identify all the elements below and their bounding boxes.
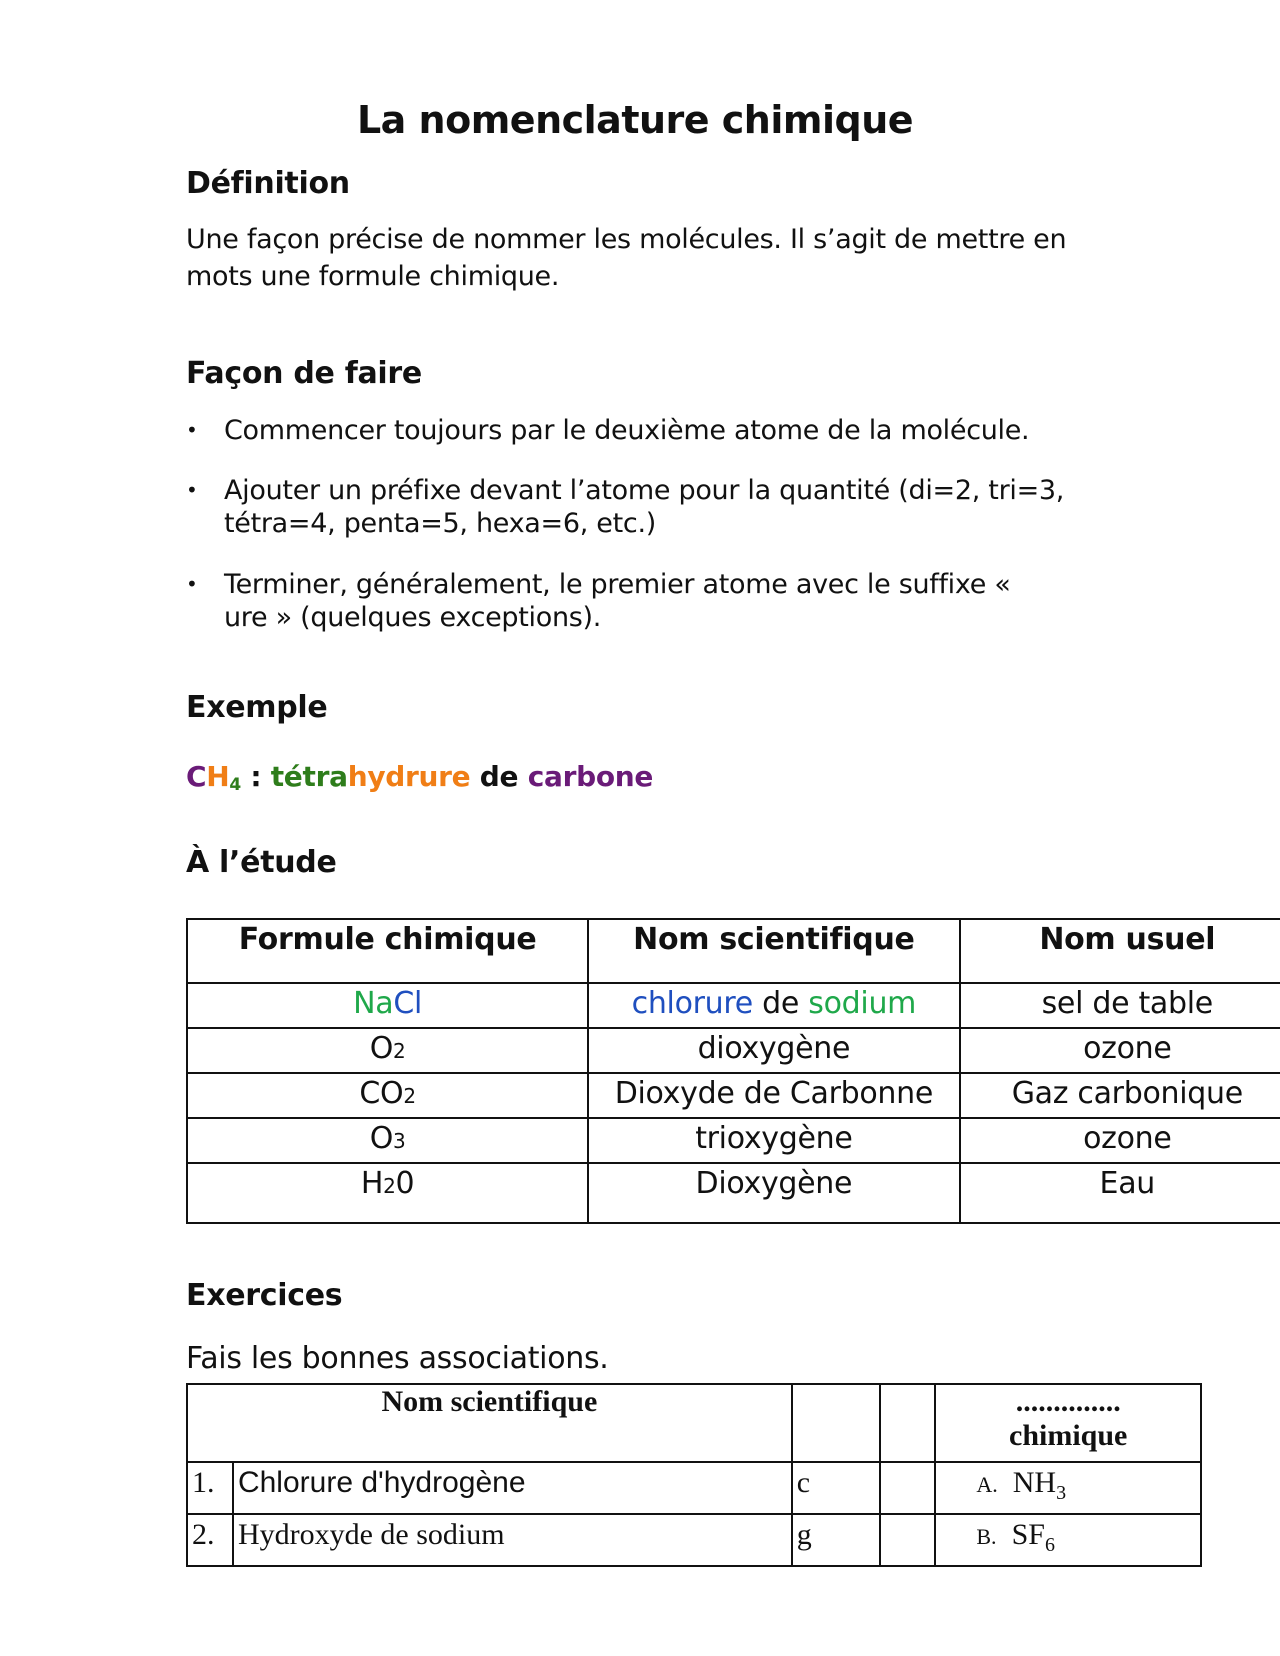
table-row (187, 983, 1280, 1028)
formula-element: O (369, 1031, 394, 1066)
formula-tail: 0 (395, 1166, 415, 1201)
exercise-col-formula-label: chimique (1009, 1419, 1128, 1452)
sci-chlorure: chlorure (631, 986, 753, 1021)
exercise-name: Chlorure d'hydrogène (233, 1462, 792, 1514)
exercise-col-extra (880, 1384, 936, 1462)
sci-sodium: sodium (808, 986, 917, 1021)
formula-cell (187, 983, 588, 1028)
usual-cell: sel de table (960, 983, 1280, 1028)
formula-subscript: 2 (403, 1084, 416, 1108)
definition-text: Une façon précise de nommer les molécules. Il s’agit de mettre en mots une formule chimique. (186, 224, 1067, 292)
exercise-col-answer (792, 1384, 880, 1462)
example-formula-sub: 4 (229, 775, 241, 795)
usual-cell: Eau (960, 1163, 1280, 1223)
exercise-answer-field[interactable]: c (792, 1462, 880, 1514)
bullet-icon: • (186, 478, 198, 502)
example-formula-line (186, 760, 653, 795)
formula-cell (187, 1073, 588, 1118)
example-separator: : (240, 760, 271, 793)
study-col-usual: Nom usuel (960, 919, 1280, 983)
formula-cell (187, 1028, 588, 1073)
exercise-answer-field[interactable]: g (792, 1514, 880, 1566)
exercise-extra-field[interactable] (880, 1462, 936, 1514)
formula-subscript: 3 (393, 1129, 406, 1153)
exercise-col-formula-dots: .............. (1015, 1385, 1121, 1418)
exercise-formula: NH (1012, 1466, 1057, 1499)
formula-na: Na (353, 986, 394, 1021)
bullet-icon: • (186, 572, 198, 596)
method-item (186, 474, 1146, 544)
example-atom1: carbone (527, 760, 654, 793)
exercises-instruction: Fais les bonnes associations. (186, 1341, 609, 1376)
formula-subscript: 2 (383, 1174, 396, 1198)
method-item (186, 568, 1146, 638)
study-heading: À l’étude (186, 845, 337, 880)
exercise-name: Hydroxyde de sodium (233, 1514, 792, 1566)
formula-cell (187, 1118, 588, 1163)
usual-cell: ozone (960, 1118, 1280, 1163)
exercises-heading: Exercices (186, 1278, 343, 1313)
table-row (187, 1514, 1201, 1566)
exercise-formula-cell (935, 1514, 1201, 1566)
formula-subscript: 2 (393, 1039, 406, 1063)
formula-cell (187, 1163, 588, 1223)
usual-cell: Gaz carbonique (960, 1073, 1280, 1118)
table-row (187, 1073, 1280, 1118)
exercise-letter: A. (976, 1472, 998, 1497)
exercise-formula-sub: 3 (1056, 1482, 1067, 1504)
exercise-formula-sub: 6 (1044, 1534, 1055, 1556)
exercise-num: 1. (187, 1462, 233, 1514)
study-col-scientific: Nom scientifique (588, 919, 959, 983)
formula-cl: Cl (393, 986, 423, 1021)
method-item-text: Terminer, généralement, le premier atome avec le suffixe « ure » (quelques exceptions). (224, 569, 1011, 633)
scientific-cell: trioxygène (588, 1118, 959, 1163)
exercise-extra-field[interactable] (880, 1514, 936, 1566)
exercise-formula-cell (935, 1462, 1201, 1514)
example-formula-carbon: C (186, 760, 207, 793)
method-item (186, 414, 1146, 454)
exercise-letter: B. (976, 1524, 997, 1549)
exercise-table (186, 1383, 1202, 1567)
usual-cell: ozone (960, 1028, 1280, 1073)
scientific-cell: dioxygène (588, 1028, 959, 1073)
definition-heading: Définition (186, 166, 350, 201)
formula-element: O (369, 1121, 394, 1156)
bullet-icon: • (186, 418, 198, 442)
table-row (187, 1163, 1280, 1223)
example-formula-hydrogen: H (206, 760, 230, 793)
scientific-cell (588, 983, 959, 1028)
formula-element: CO (359, 1076, 404, 1111)
exercise-col-formula (935, 1384, 1201, 1462)
example-prefix: tétra (270, 760, 348, 793)
exercise-num: 2. (187, 1514, 233, 1566)
page-title: La nomenclature chimique (356, 98, 914, 142)
method-heading: Façon de faire (186, 356, 422, 391)
formula-element: H (360, 1166, 384, 1201)
example-atom2: hydrure (347, 760, 471, 793)
method-item-text: Commencer toujours par le deuxième atome de la molécule. (224, 415, 1030, 446)
table-row (187, 1118, 1280, 1163)
scientific-cell: Dioxygène (588, 1163, 959, 1223)
exercise-formula: SF (1011, 1518, 1045, 1551)
exercise-col-scientific: Nom scientifique (187, 1384, 792, 1462)
method-item-text: Ajouter un préfixe devant l’atome pour la quantité (di=2, tri=3, tétra=4, penta=5, hexa=6, etc.) (224, 475, 1065, 539)
sci-de: de (752, 986, 809, 1021)
scientific-cell: Dioxyde de Carbonne (588, 1073, 959, 1118)
example-heading: Exemple (186, 690, 328, 725)
study-table (186, 918, 1280, 1224)
table-row (187, 1028, 1280, 1073)
table-row (187, 1462, 1201, 1514)
example-connector: de (470, 760, 528, 793)
study-col-formula: Formule chimique (187, 919, 588, 983)
